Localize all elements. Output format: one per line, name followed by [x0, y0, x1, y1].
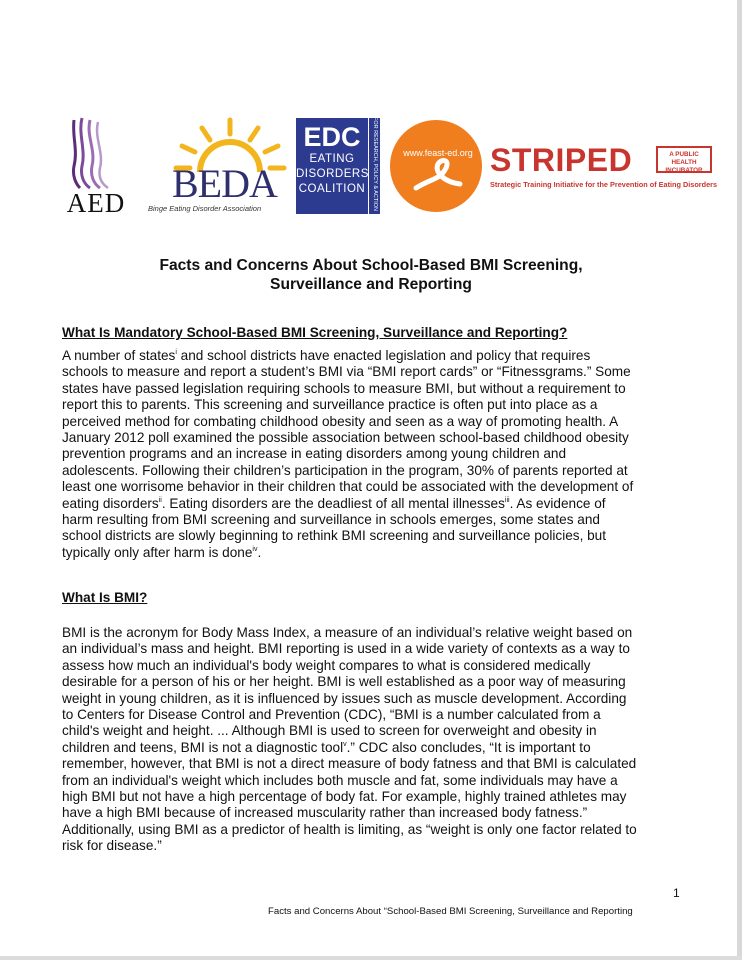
line-text: Additionally, using BMI as a predictor of health is limiting, as “weight is only one factor related to [62, 821, 637, 837]
paragraph-line [62, 446, 682, 462]
page-number: 1 [673, 886, 680, 900]
line-text: child's weight and height. ... Although BMI is used to screen for overweight and obesity in [62, 723, 597, 739]
line-text: weight in young children, as it is influenced by issues such as muscle development. According [62, 690, 627, 706]
paragraph-line [62, 479, 682, 495]
section1-heading: What Is Mandatory School-Based BMI Screening, Surveillance and Reporting? [62, 325, 568, 340]
paragraph-line [62, 381, 682, 397]
paragraph-line [62, 789, 682, 805]
beda-logo [140, 116, 290, 216]
paragraph-line [62, 641, 682, 657]
section1-paragraph [62, 348, 682, 561]
paragraph-line [62, 430, 682, 446]
paragraph-line [62, 625, 682, 641]
line-text: . As evidence of [509, 495, 606, 511]
striped-badge-line2: INCUBATOR [665, 167, 703, 174]
line-text: eating disorders [62, 495, 159, 511]
paragraph-line [62, 528, 682, 544]
striped-tagline: Strategic Training Initiative for the Prevention of Eating Disorders [490, 180, 718, 189]
edc-line3: COALITION [298, 183, 366, 195]
beda-wordmark: BEDA [172, 161, 277, 206]
line-text: school districts are slowly beginning to rethink BMI screening and surveillance policies, but [62, 528, 607, 544]
edc-logo [296, 118, 380, 216]
title-line-1: Facts and Concerns About School-Based BMI Screening, [159, 257, 583, 274]
paragraph-line [62, 463, 682, 479]
paragraph-line [62, 348, 682, 364]
line-text: January 2012 poll examined the possible association between school-based childhood obesity [62, 430, 629, 446]
line-text: prevention programs and an increase in eating disorders among young children and [62, 446, 567, 462]
paragraph-line [62, 397, 682, 413]
line-text: to Centers for Disease Control and Prevention (CDC), “BMI is a number calculated from a [62, 707, 601, 723]
footnote-marker: i [175, 349, 177, 356]
line-text: report this to parents. This screening and surveillance practice is often put into place as a [62, 397, 598, 413]
footnote-marker: iii [504, 496, 510, 504]
line-text: A number of states [62, 348, 176, 363]
line-text: . Eating disorders are the deadliest of all mental illnesses [161, 495, 505, 511]
paragraph-line [62, 512, 682, 528]
section2-paragraph [62, 625, 682, 855]
footnote-marker: iv [252, 545, 258, 553]
feast-url: www.feast-ed.org [403, 148, 473, 158]
line-text: harm resulting from BMI screening and surveillance in schools emerges, some states and [62, 512, 600, 528]
page-edge-bottom [0, 956, 742, 960]
striped-logo [490, 140, 720, 200]
edc-line2: DISORDERS [296, 168, 369, 180]
line-text: schools to measure and report a student’s BMI via “BMI report cards” or “Fitnessgrams.” Some [62, 364, 631, 380]
footnote-marker: ii [158, 496, 162, 504]
feast-circle-icon [388, 118, 484, 214]
edc-side-text: FOR RESEARCH, POLICY & ACTION [372, 117, 378, 212]
striped-badge [656, 146, 712, 173]
footer-text: Facts and Concerns About “School-Based BMI Screening, Surveillance and Reporting [268, 906, 633, 917]
feast-logo [388, 118, 484, 214]
paragraph-line [62, 805, 682, 821]
paragraph-line [62, 822, 682, 838]
section2-heading: What Is BMI? [62, 590, 148, 605]
aed-ribbon-icon [68, 116, 124, 190]
paragraph-line [62, 723, 682, 739]
line-text: . [257, 544, 262, 560]
aed-wordmark: AED [66, 188, 126, 218]
line-text: states have passed legislation requiring schools to measure BMI, but without a requirement to [62, 380, 626, 396]
line-text: remember, however, that BMI is not a direct measure of body fatness and that BMI is calculated [62, 756, 637, 772]
paragraph-line [62, 838, 682, 854]
line-text: .” CDC also concludes, “It is important to [346, 739, 591, 755]
line-text: risk for disease.” [62, 838, 162, 854]
paragraph-line [62, 691, 682, 707]
paragraph-line [62, 707, 682, 723]
striped-wordmark: STRIPED [490, 142, 633, 178]
line-text: least one worrisome behavior in their children that could be associated with the development of [62, 479, 634, 495]
line-text: perceived method for combating childhood obesity and seen as a way of promoting health. A [62, 413, 619, 429]
line-text: and school districts have enacted legislation and policy that requires [176, 348, 591, 363]
paragraph-line [62, 364, 682, 380]
line-text: children and teens, BMI is not a diagnostic tool [62, 739, 344, 755]
line-text: typically only after harm is done [62, 544, 253, 560]
edc-abbr: EDC [303, 122, 361, 152]
paragraph-line [62, 773, 682, 789]
edc-line1: EATING [309, 153, 355, 165]
paragraph-line [62, 740, 682, 756]
paragraph-line [62, 674, 682, 690]
page-edge [737, 0, 742, 960]
document-title [100, 256, 642, 294]
title-line-2: Surveillance and Reporting [270, 276, 472, 293]
paragraph-line [62, 545, 682, 561]
line-text: have a high BMI because of increased muscularity rather than increased body fatness.” [62, 805, 588, 821]
striped-badge-line1: A PUBLIC HEALTH [669, 151, 699, 166]
line-text: from an individual's weight which includes both muscle and fat, some individuals may have a [62, 772, 618, 788]
paragraph-line [62, 658, 682, 674]
line-text: assess how much an individual's body weight compares to what is considered medically [62, 657, 591, 673]
line-text: desirable for a person of his or her height. BMI is well established as a poor way of measuring [62, 674, 626, 690]
footnote-marker: v [343, 740, 347, 748]
line-text: high BMI but not have a high percentage of body fat. For example, highly trained athletes may [62, 789, 627, 805]
beda-subtitle: Binge Eating Disorder Association [148, 204, 262, 213]
line-text: an individual’s mass and height. BMI reporting is used in a wide variety of contexts as a way to [62, 641, 630, 657]
aed-logo [62, 116, 130, 216]
paragraph-line [62, 414, 682, 430]
paragraph-line [62, 496, 682, 512]
line-text: adolescents. Following their children’s participation in the program, 30% of parents reported at [62, 462, 628, 478]
paragraph-line [62, 756, 682, 772]
line-text: BMI is the acronym for Body Mass Index, a measure of an individual’s relative weight based on [62, 625, 633, 640]
